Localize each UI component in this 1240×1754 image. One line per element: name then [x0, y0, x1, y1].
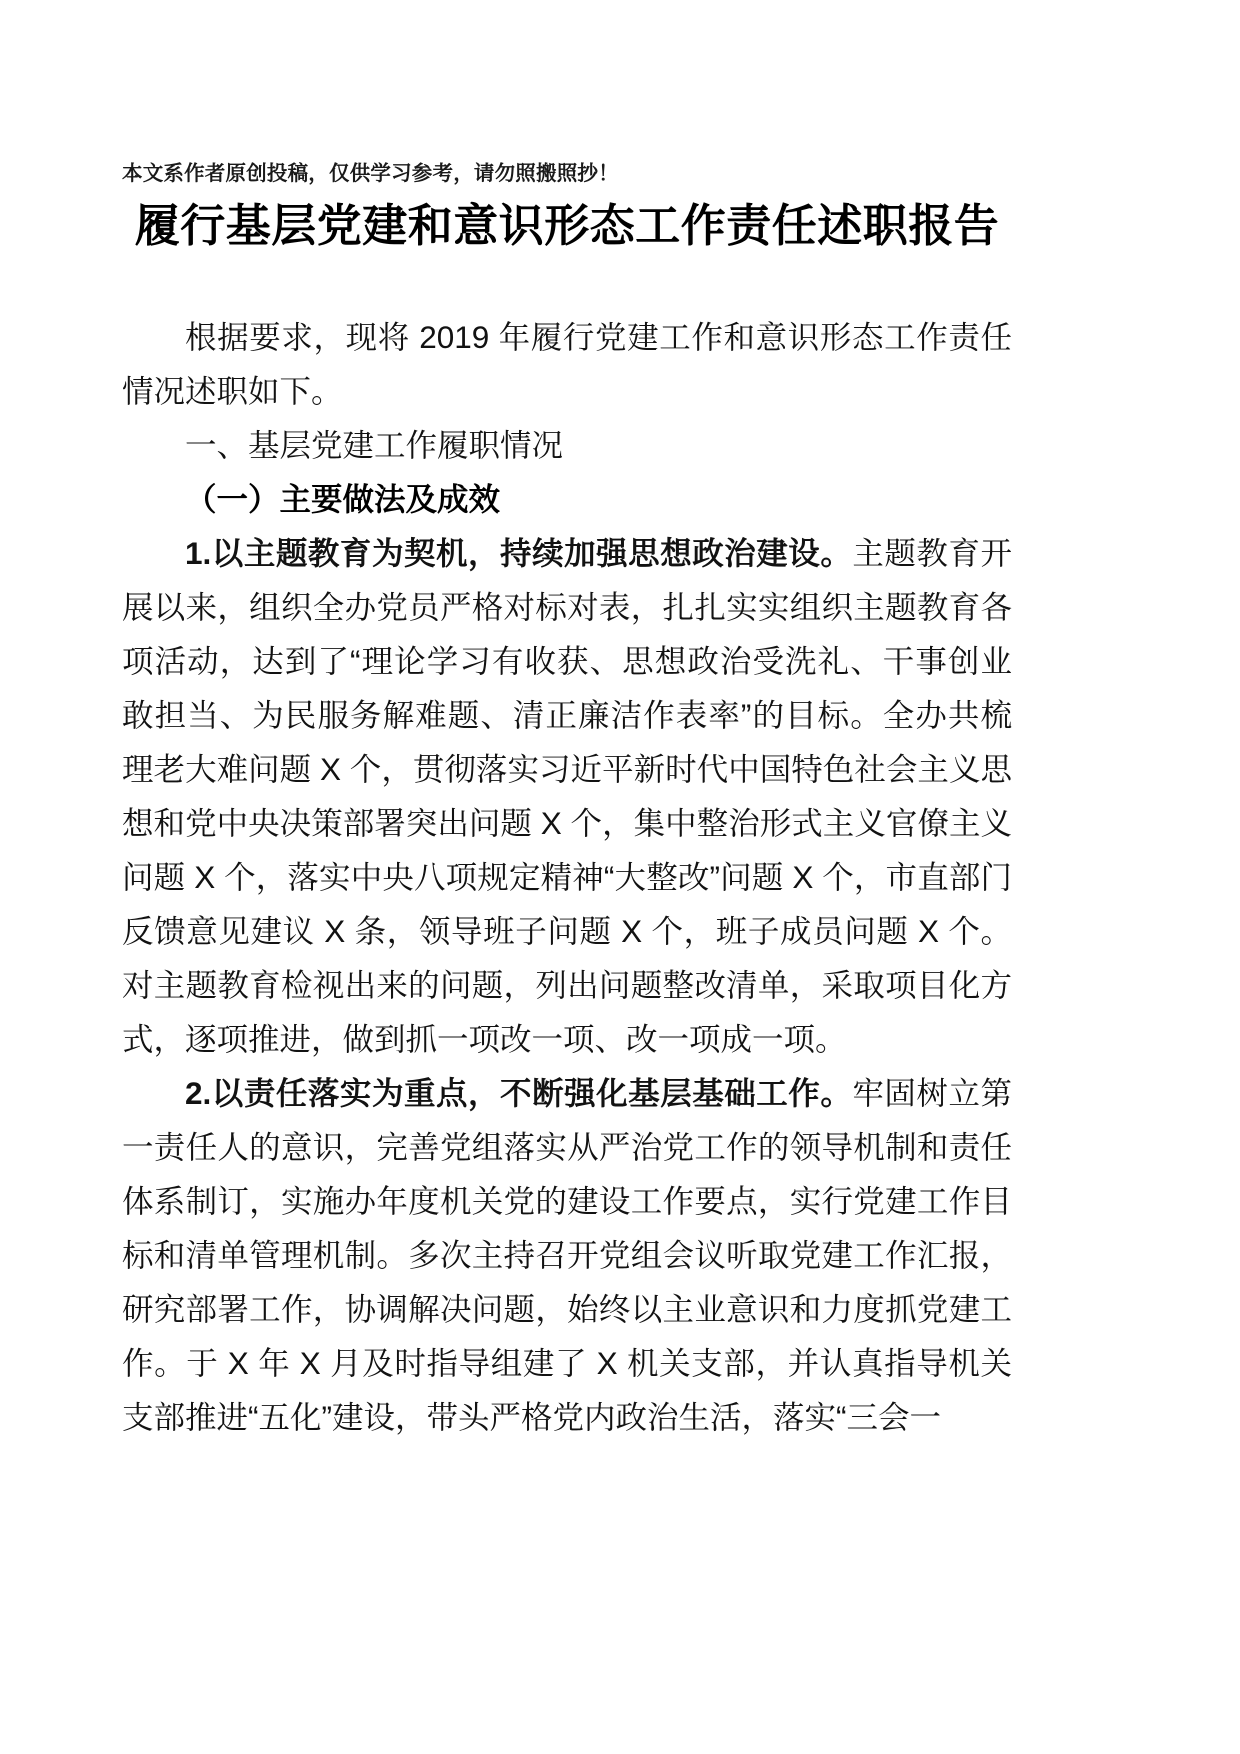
list-item-2: [122, 1066, 1012, 1444]
document-title: 履行基层党建和意识形态工作责任述职报告: [134, 200, 1000, 251]
list-item-1-lead: 以主题教育为契机，持续加强思想政治建设。: [211, 535, 853, 571]
section-heading-1: 一、基层党建工作履职情况: [185, 427, 564, 463]
list-item-2-number: 2.: [185, 1075, 212, 1111]
document-content: [122, 160, 1012, 1444]
list-item-1: [122, 526, 1012, 1066]
list-item-1-number: 1.: [185, 535, 212, 571]
list-item-2-lead: 以责任落实为重点，不断强化基层基础工作。: [211, 1075, 853, 1111]
list-item-1-body: 主题教育开展以来，组织全办党员严格对标对表，扎扎实实组织主题教育各项活动，达到了“理论学习有收获、思想政治受洗礼、干事创业敢担当、为民服务解难题、清正廉洁作表率”的目标。全办共梳理老大难问题 X 个，贯彻落实习近平新时代中国特色社会主义思想和党中央决策部署突出问题 X 个，集中整治形式主义官僚主义问题 X 个，落实中央八项规定精神“大整改”问题 X 个，市直部门反馈意见建议 X 条，领导班子问题 X 个，班子成员问题 X 个。对主题教育检视出来的问题，列出问题整改清单，采取项目化方式，逐项推进，做到抓一项改一项、改一项成一项。: [122, 535, 1012, 1057]
subsection-heading-1: （一）主要做法及成效: [185, 481, 501, 517]
opening-paragraph: 根据要求，现将 2019 年履行党建工作和意识形态工作责任情况述职如下。: [122, 319, 1012, 409]
disclaimer-note: 本文系作者原创投稿，仅供学习参考，请勿照搬照抄！: [122, 162, 619, 185]
list-item-2-body: 牢固树立第一责任人的意识，完善党组落实从严治党工作的领导机制和责任体系制订，实施办年度机关党的建设工作要点，实行党建工作目标和清单管理机制。多次主持召开党组会议听取党建工作汇报，研究部署工作，协调解决问题，始终以主业意识和力度抓党建工作。于 X 年 X 月及时指导组建了 X 机关支部，并认真指导机关支部推进“五化”建设，带头严格党内政治生活，落实“三会一: [122, 1075, 1012, 1435]
